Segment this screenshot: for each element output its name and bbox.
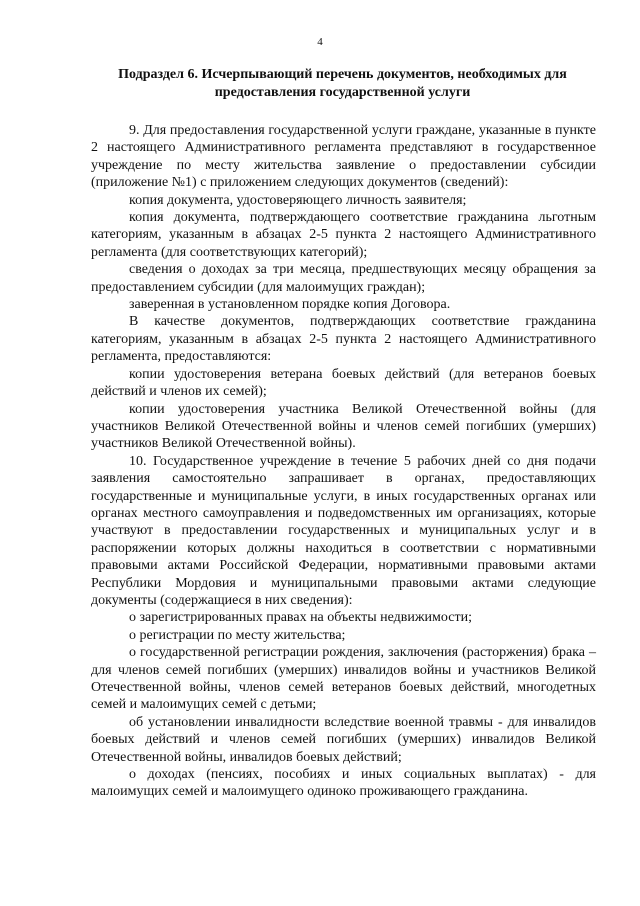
- paragraph-9-intro: 9. Для предоставления государственной услуги граждане, указанные в пункте 2 настоящего Административного регламента представляют в государственное учреждение по месту жительства заявление о предоставлении субсидии (приложение №1) с приложением следующих документов (сведений):: [91, 123, 596, 191]
- paragraph-category-docs: В качестве документов, подтверждающих соответствие гражданина категориям, указанным в абзацах 2-5 пункта 2 настоящего Административного регламента, предоставляются:: [91, 314, 596, 365]
- list-item-veteran-certificate: копии удостоверения ветерана боевых действий (для ветеранов боевых действий и членов их семей);: [91, 366, 596, 400]
- list-item-property-rights: о зарегистрированных правах на объекты недвижимости;: [129, 610, 472, 626]
- list-item-income-payments: о доходах (пенсиях, пособиях и иных социальных выплатах) - для малоимущих семей и малоимущего одиноко проживающего гражданина.: [91, 767, 596, 800]
- section-heading-line-1: Подраздел 6. Исчерпывающий перечень документов, необходимых для: [118, 67, 567, 82]
- list-item-identity-copy: копия документа, удостоверяющего личность заявителя;: [129, 192, 467, 208]
- list-item-civil-registration: о государственной регистрации рождения, заключения (расторжения) брака – для членов семей погибших (умерших) инвалидов войны и участников Великой Отечественной войны, членов семей ветеранов боевых действий, многодетных семей и малоимущих семей с детьми;: [91, 645, 596, 713]
- section-heading-line-2: предоставления государственной услуги: [214, 85, 471, 100]
- page-number: 4: [317, 36, 323, 48]
- list-item-category-proof: копия документа, подтверждающего соответствие гражданина льготным категориям, указанным в абзацах 2-5 пункта 2 настоящего Административного регламента (для соответствующих категорий);: [91, 210, 596, 260]
- list-item-residence-registration: о регистрации по месту жительства;: [129, 627, 346, 643]
- paragraph-10-intro: 10. Государственное учреждение в течение 5 рабочих дней со дня подачи заявления самостоятельно запрашивает в органах, предоставляющих государственные и муниципальные услуги, в иных государственных органах или органах местного самоуправления и подведомственных им организациях, которые участвуют в предоставлении государственных и муниципальных услуг и в распоряжении которых должны находиться в соответствии с нормативными правовыми актами Российской Федерации, нормативными правовыми актами Республики Мордовия и муниципальными правовыми актами следующие документы (содержащиеся в них сведения):: [91, 453, 596, 608]
- section-heading: [95, 66, 590, 102]
- document-body: [91, 122, 596, 801]
- list-item-wwii-certificate: копии удостоверения участника Великой Отечественной войны (для участников Великой Отечественной войны и членов семей погибших (умерших) участников Великой Отечественной войны).: [91, 401, 596, 452]
- list-item-contract-copy: заверенная в установленном порядке копия Договора.: [129, 297, 451, 313]
- list-item-disability: об установлении инвалидности вследствие военной травмы - для инвалидов боевых действий и членов семей погибших (умерших) инвалидов Великой Отечественной войны, инвалидов боевых действий;: [91, 714, 596, 765]
- list-item-income-info: сведения о доходах за три месяца, предшествующих месяцу обращения за предоставлением субсидии (для малоимущих граждан);: [91, 262, 596, 295]
